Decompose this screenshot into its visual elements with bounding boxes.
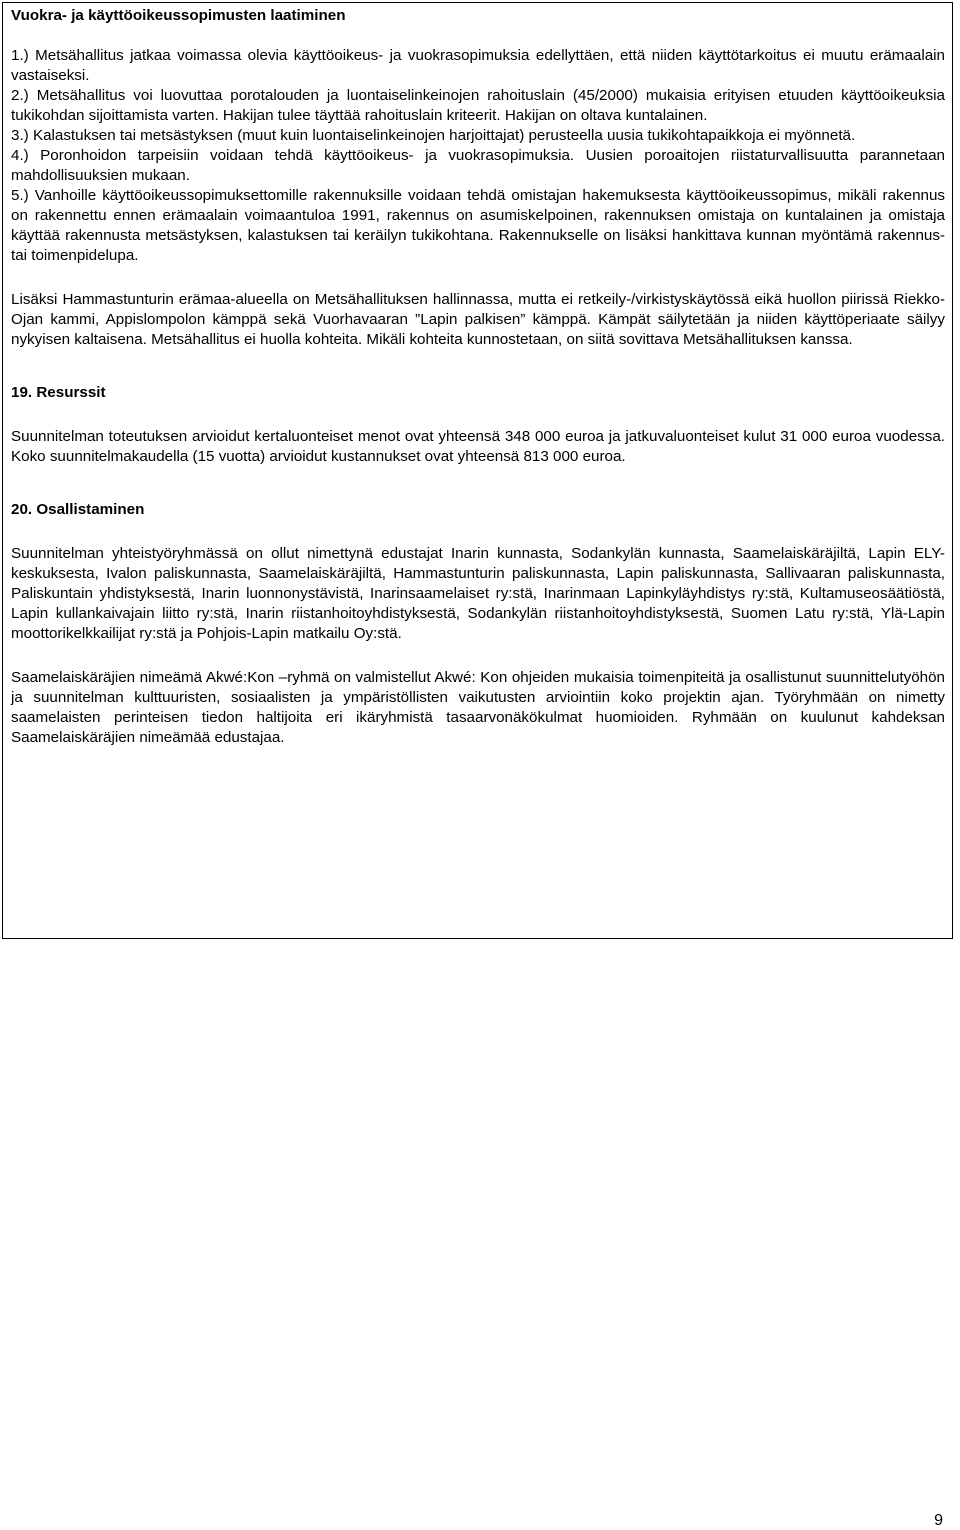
spacer — [11, 467, 945, 500]
list-item-2: 2.) Metsähallitus voi luovuttaa porotalouden ja luontaiselinkeinojen rahoituslain (45/2000) mukaisia erityisen etuuden käyttöoikeuksia tukikohdan sijoittamista varten. Hakijan tulee täyttää rahoituslain kriteerit. Hakijan on oltava kuntalainen. — [11, 87, 945, 124]
page-title: Vuokra- ja käyttöoikeussopimusten laatiminen — [11, 7, 346, 24]
section-20-heading: 20. Osallistaminen — [11, 501, 145, 518]
hammastunturi-paragraph: Lisäksi Hammastunturin erämaa-alueella on Metsähallituksen hallinnassa, mutta ei retkeily-/virkistyskäytössä eikä huollon piirissä Riekko-Ojan kammi, Appislompolon kämppä sekä Vuorhavaaran ”Lapin palkisen” kämppä. Kämpät säilytetään ja niiden käyttöperiaate säilyy nykyisen kaltaisena. Metsähallitus ei huolla kohteita. Mikäli kohteita kunnostetaan, on siitä sovittava Metsähallituksen kanssa. — [11, 291, 945, 348]
spacer — [11, 266, 945, 290]
section-20-paragraph-1: Suunnitelman yhteistyöryhmässä on ollut nimettynä edustajat Inarin kunnasta, Sodankylän kunnasta, Saamelaiskäräjiltä, Lapin ELY-keskuksesta, Ivalon paliskunnasta, Saamelaiskäräjiltä, Hammastunturin paliskunnasta, Lapin paliskunnasta, Sallivaaran paliskunnasta, Paliskuntain yhdistyksestä, Inarin luonnonystävistä, Inarinsaamelaiset ry:stä, Inarinmaan Lapinkyläyhdistys ry:stä, Kultamuseosäätiöstä, Lapin kullankaivajain liitto ry:stä, Inarin riistanhoitoyhdistyksestä, Sodankylän riistanhoitoyhdistyksestä, Suomen Latu ry:stä, Ylä-Lapin moottorikelkkailijat ry:stä ja Pohjois-Lapin matkailu Oy:stä. — [11, 545, 945, 642]
numbered-list — [11, 46, 945, 266]
list-item-4: 4.) Poronhoidon tarpeisiin voidaan tehdä käyttöoikeus- ja vuokrasopimuksia. Uusien poroaitojen riistaturvallisuutta parannetaan mahdollisuuksien mukaan. — [11, 147, 945, 184]
list-item-5: 5.) Vanhoille käyttöoikeussopimuksettomille rakennuksille voidaan tehdä omistajan hakemuksesta käyttöoikeussopimus, mikäli rakennus on rakennettu ennen erämaalain voimaantuloa 1991, rakennus on asumiskelpoinen, rakennuksen omistaja on kuntalainen ja omistaja käyttää rakennusta metsästyksen, kalastuksen tai keräilyn tukikohtana. Rakennukselle on lisäksi hankittava kunnan myöntämä rakennus- tai toimenpidelupa. — [11, 187, 945, 264]
page-number: 9 — [934, 1512, 943, 1529]
spacer — [11, 644, 945, 668]
section-19-text: Suunnitelman toteutuksen arvioidut kertaluonteiset menot ovat yhteensä 348 000 euroa ja jatkuvaluonteiset kulut 31 000 euroa vuodessa. Koko suunnitelmakaudella (15 vuotta) arvioidut kustannukset ovat yhteensä 813 000 euroa. — [11, 428, 945, 465]
spacer — [11, 26, 945, 46]
list-item-3: 3.) Kalastuksen tai metsästyksen (muut kuin luontaiselinkeinojen harjoittajat) perusteella uusia tukikohtapaikkoja ei myönnetä. — [11, 127, 856, 144]
section-19-heading: 19. Resurssit — [11, 384, 106, 401]
spacer — [11, 350, 945, 383]
document-content — [11, 6, 945, 748]
spacer — [11, 520, 945, 544]
spacer — [11, 403, 945, 427]
list-item-1: 1.) Metsähallitus jatkaa voimassa olevia käyttöoikeus- ja vuokrasopimuksia edellyttäen, että niiden käyttötarkoitus ei muutu erämaalain vastaiseksi. — [11, 47, 945, 84]
section-20-paragraph-2: Saamelaiskäräjien nimeämä Akwé:Kon –ryhmä on valmistellut Akwé: Kon ohjeiden mukaisia toimenpiteitä ja osallistunut suunnittelutyöhön ja suunnitelman kulttuuristen, sosiaalisten ja ympäristöllisten vaikutusten arviointiin koko projektin ajan. Työryhmään on nimetty saamelaisten perinteisen tiedon haltijoita eri ikäryhmistä tasaarvonäkökulmat huomioiden. Ryhmään on kuulunut kahdeksan Saamelaiskäräjien nimeämää edustajaa. — [11, 669, 945, 746]
